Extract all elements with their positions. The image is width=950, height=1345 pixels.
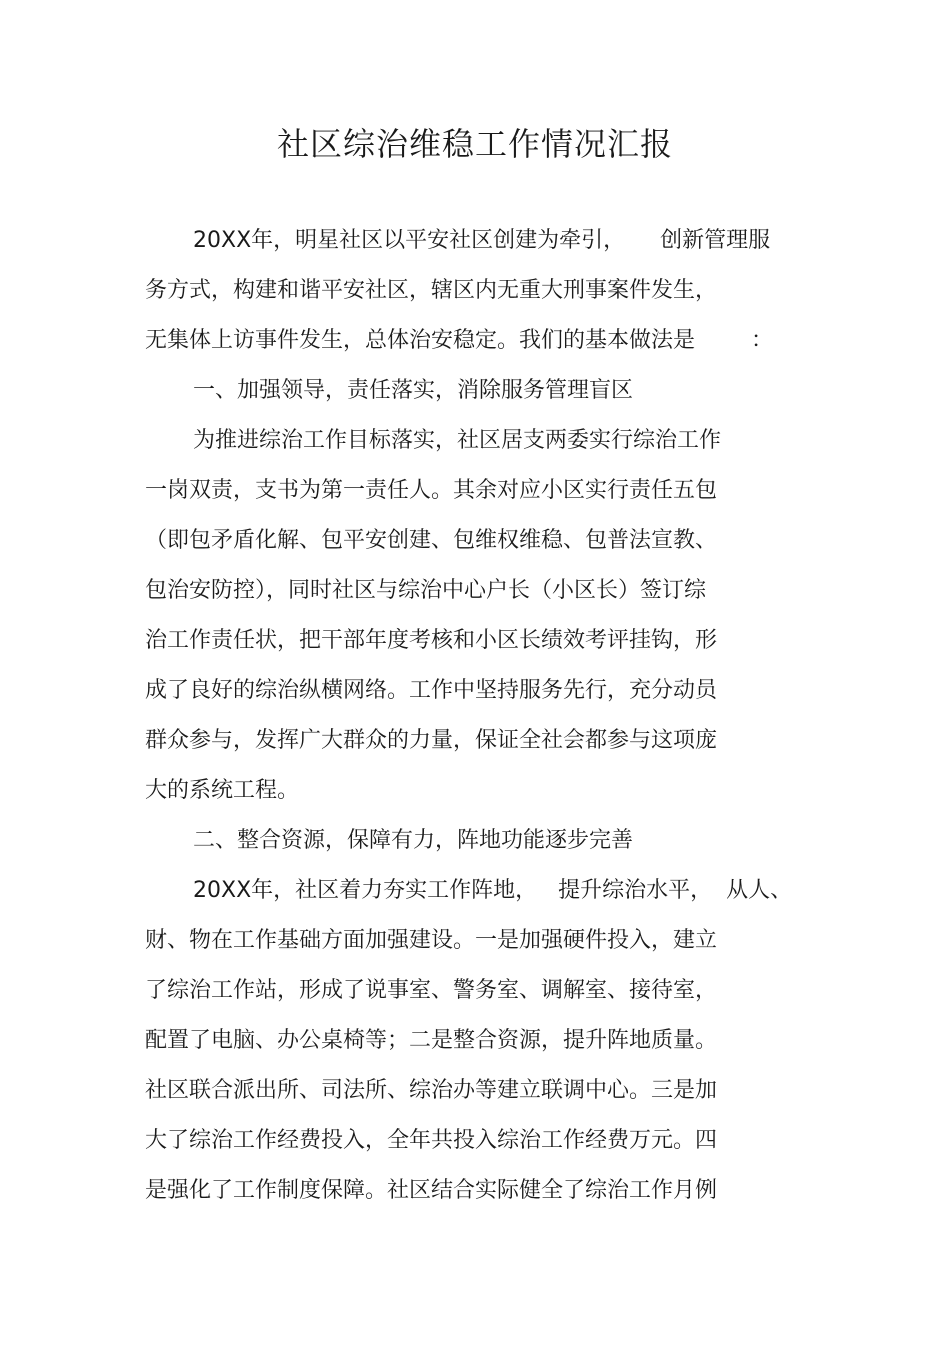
paragraph-line: 是强化了工作制度保障。社区结合实际健全了综治工作月例	[145, 1178, 718, 1203]
paragraph-line: 务方式，构建和谐平安社区，辖区内无重大刑事案件发生，	[145, 278, 718, 303]
paragraph-line: 财、物在工作基础方面加强建设。一是加强硬件投入，建立	[145, 928, 718, 953]
section-heading: 一、加强领导，责任落实，消除服务管理盲区	[193, 378, 634, 403]
paragraph-line: 社区联合派出所、司法所、综治办等建立联调中心。三是加	[145, 1078, 718, 1103]
paragraph-line: （即包矛盾化解、包平安创建、包维权维稳、包普法宣教、	[145, 528, 718, 553]
paragraph-line: 20XX年，社区着力夯实工作阵地， 提升综治水平， 从人、	[193, 878, 793, 903]
paragraph-line: 20XX年，明星社区以平安社区创建为牵引， 创新管理服	[193, 228, 771, 253]
paragraph-line: 了综治工作站，形成了说事室、警务室、调解室、接待室，	[145, 978, 718, 1003]
paragraph-line: 无集体上访事件发生，总体治安稳定。我们的基本做法是 ：	[145, 328, 773, 353]
paragraph-line: 配置了电脑、办公桌椅等；二是整合资源，提升阵地质量。	[145, 1028, 718, 1053]
paragraph-line: 一岗双责，支书为第一责任人。其余对应小区实行责任五包	[145, 478, 718, 503]
document-title: 社区综治维稳工作情况汇报	[276, 125, 673, 163]
paragraph-line: 成了良好的综治纵横网络。工作中坚持服务先行，充分动员	[145, 678, 718, 703]
paragraph-line: 包治安防控），同时社区与综治中心户长（小区长）签订综	[145, 578, 707, 603]
paragraph-line: 群众参与，发挥广大群众的力量，保证全社会都参与这项庞	[145, 728, 718, 753]
paragraph-line: 治工作责任状，把干部年度考核和小区长绩效考评挂钩，形	[145, 628, 718, 653]
paragraph-line: 大了综治工作经费投入，全年共投入综治工作经费万元。四	[145, 1128, 718, 1153]
paragraph-line: 为推进综治工作目标落实，社区居支两委实行综治工作	[193, 428, 722, 453]
section-heading: 二、整合资源，保障有力，阵地功能逐步完善	[193, 828, 634, 853]
paragraph-line: 大的系统工程。	[145, 778, 300, 803]
